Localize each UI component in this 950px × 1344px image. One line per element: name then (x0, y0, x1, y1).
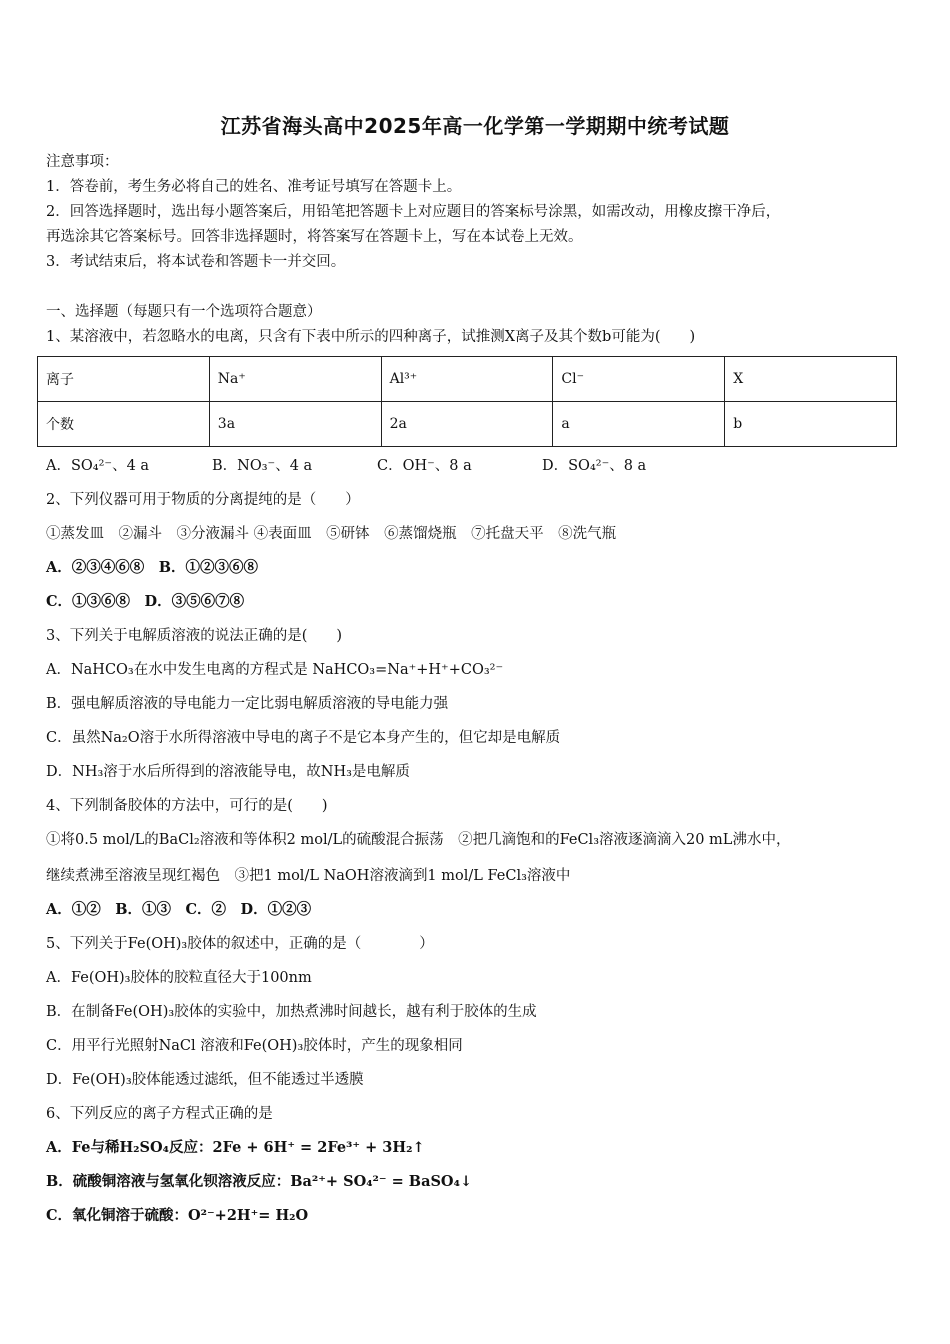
page-title: 江苏省海头高中2025年高一化学第一学期期中统考试题 (220, 114, 730, 138)
q6-option-b: B．硫酸铜溶液与氢氧化钡溶液反应：Ba²⁺+ SO₄²⁻ = BaSO₄↓ (46, 1173, 473, 1190)
notice-item-2: 2．回答选择题时，选出每小题答案后，用铅笔把答题卡上对应题目的答案标号涂黑，如需改动，用橡皮擦干净后， (46, 204, 781, 220)
q2-items: ①蒸发皿 ②漏斗 ③分液漏斗 ④表面皿 ⑤研钵 ⑥蒸馏烧瓶 ⑦托盘天平 ⑧洗气瓶 (46, 526, 617, 542)
q3-stem: 3、下列关于电解质溶液的说法正确的是( ) (46, 628, 343, 644)
table-cell: Cl⁻ (553, 357, 725, 402)
table-row (38, 402, 897, 447)
section-heading: 一、选择题（每题只有一个选项符合题意） (46, 304, 322, 320)
table-cell: 离子 (38, 357, 210, 402)
q2-stem: 2、下列仪器可用于物质的分离提纯的是（ ） (46, 492, 360, 508)
notice-item-2-cont: 再选涂其它答案标号。回答非选择题时，将答案写在答题卡上，写在本试卷上无效。 (46, 229, 583, 245)
q4-stem: 4、下列制备胶体的方法中，可行的是( ) (46, 798, 328, 814)
ion-table (37, 356, 897, 447)
q1-option-b: B．NO₃⁻、4 a (212, 458, 313, 474)
notice-item-3: 3．考试结束后，将本试卷和答题卡一并交回。 (46, 254, 346, 270)
q1-option-a: A．SO₄²⁻、4 a (46, 458, 150, 474)
q3-option-a: A．NaHCO₃在水中发生电离的方程式是 NaHCO₃=Na⁺+H⁺+CO₃²⁻ (46, 662, 504, 678)
q5-option-a: A．Fe(OH)₃胶体的胶粒直径大于100nm (46, 970, 312, 986)
q6-option-c: C．氧化铜溶于硫酸：O²⁻+2H⁺= H₂O (46, 1207, 309, 1224)
table-cell: 2a (381, 402, 553, 447)
q4-line-2: 继续煮沸至溶液呈现红褐色 ③把1 mol/L NaOH溶液滴到1 mol/L FeCl₃溶液中 (46, 868, 571, 884)
q1-option-d: D．SO₄²⁻、8 a (542, 458, 647, 474)
table-cell: a (553, 402, 725, 447)
q4-line-1: ①将0.5 mol/L的BaCl₂溶液和等体积2 mol/L的硫酸混合振荡 ②把几滴饱和的FeCl₃溶液逐滴滴入20 mL沸水中， (46, 832, 791, 848)
q6-stem: 6、下列反应的离子方程式正确的是 (46, 1106, 273, 1122)
q2-options-ab: A．②③④⑥⑧ B．①②③⑥⑧ (46, 559, 259, 576)
q5-option-c: C．用平行光照射NaCl 溶液和Fe(OH)₃胶体时，产生的现象相同 (46, 1038, 463, 1054)
q3-option-d: D．NH₃溶于水后所得到的溶液能导电，故NH₃是电解质 (46, 764, 410, 780)
q1-option-c: C．OH⁻、8 a (377, 458, 472, 474)
table-cell: X (725, 357, 897, 402)
q1-stem: 1、某溶液中，若忽略水的电离，只含有下表中所示的四种离子，试推测X离子及其个数b可能为( ) (46, 329, 696, 345)
q5-stem: 5、下列关于Fe(OH)₃胶体的叙述中，正确的是（ ） (46, 936, 434, 952)
notice-heading: 注意事项： (46, 154, 119, 170)
q5-option-b: B．在制备Fe(OH)₃胶体的实验中，加热煮沸时间越长，越有利于胶体的生成 (46, 1004, 537, 1020)
q3-option-b: B．强电解质溶液的导电能力一定比弱电解质溶液的导电能力强 (46, 696, 449, 712)
q3-option-c: C．虽然Na₂O溶于水所得溶液中导电的离子不是它本身产生的，但它却是电解质 (46, 730, 561, 746)
q4-options: A．①② B．①③ C．② D．①②③ (46, 901, 312, 918)
table-row (38, 357, 897, 402)
table-cell: b (725, 402, 897, 447)
q2-options-cd: C．①③⑥⑧ D．③⑤⑥⑦⑧ (46, 593, 245, 610)
notice-item-1: 1．答卷前，考生务必将自己的姓名、准考证号填写在答题卡上。 (46, 179, 462, 195)
table-cell: 个数 (38, 402, 210, 447)
q5-option-d: D．Fe(OH)₃胶体能透过滤纸，但不能透过半透膜 (46, 1072, 364, 1088)
table-cell: 3a (209, 402, 381, 447)
table-cell: Al³⁺ (381, 357, 553, 402)
q6-option-a: A．Fe与稀H₂SO₄反应：2Fe + 6H⁺ = 2Fe³⁺ + 3H₂↑ (46, 1139, 425, 1156)
table-cell: Na⁺ (209, 357, 381, 402)
